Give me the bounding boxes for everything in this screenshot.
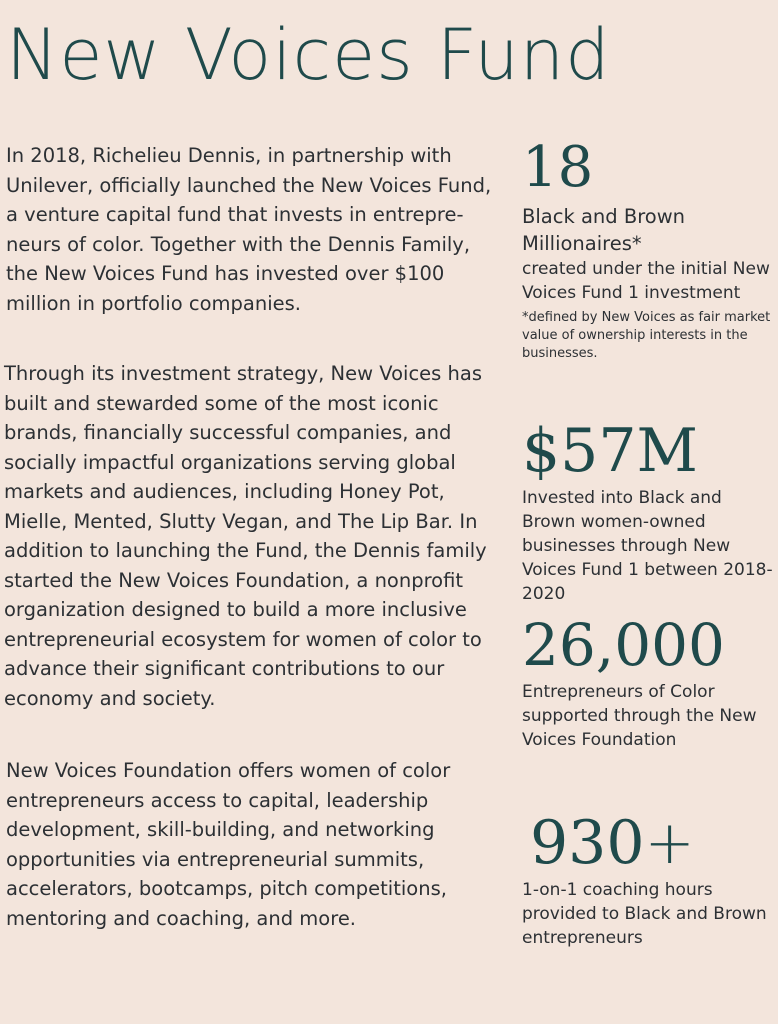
stat-invested-number: $57M xyxy=(522,416,698,486)
stat-millionaires-number: 18 xyxy=(522,135,594,200)
stat-invested xyxy=(522,416,774,606)
stat-entrepreneurs-description: Entrepreneurs of Color supported through the New Voices Foundation xyxy=(522,682,757,750)
stat-millionaires-headline: Black and Brown Millionaires* xyxy=(522,205,686,255)
stat-coaching-number-row xyxy=(530,808,774,878)
stat-entrepreneurs xyxy=(522,610,774,752)
stat-coaching xyxy=(522,808,774,950)
stat-coaching-description: 1-on-1 coaching hours provided to Black and Brown entrepreneurs xyxy=(522,880,767,948)
stat-coaching-number: 930 xyxy=(530,808,645,878)
stat-entrepreneurs-number: 26,000 xyxy=(522,611,725,679)
stat-coaching-suffix: + xyxy=(644,808,695,878)
stat-millionaires xyxy=(522,135,774,363)
intro-paragraph: In 2018, Richelieu Dennis, in partnership with Unilever, officially launched the New Voices Fund, a venture capital fund that invests in entrepre-neurs of color. Together with the Dennis Family, the New Voices Fund has invested over $100 million in portfolio companies. xyxy=(6,144,492,315)
stat-millionaires-footnote: *defined by New Voices as fair market value of ownership interests in the businesses. xyxy=(522,310,771,361)
stat-invested-description: Invested into Black and Brown women-owned businesses through New Voices Fund 1 between 2018-2020 xyxy=(522,488,773,604)
foundation-offerings-paragraph: New Voices Foundation offers women of color entrepreneurs access to capital, leadership development, skill-building, and networking opportunities via entrepreneurial summits, accelerators, bootcamps, pitch competitions, mentoring and coaching, and more. xyxy=(6,759,451,930)
stat-millionaires-description: created under the initial New Voices Fund 1 investment xyxy=(522,259,770,303)
investment-strategy-paragraph: Through its investment strategy, New Voices has built and stewarded some of the most iconic brands, financially successful companies, and socially impactful organizations serving global markets and audiences, including Honey Pot, Mielle, Mented, Slutty Vegan, and The Lip Bar. In addition to launching the Fund, the Dennis family started the New Voices Foundation, a nonprofit organization designed to build a more inclusive entrepreneurial ecosystem for women of color to advance their significant contributions to our economy and society. xyxy=(4,362,487,710)
page-title: New Voices Fund xyxy=(6,14,611,96)
